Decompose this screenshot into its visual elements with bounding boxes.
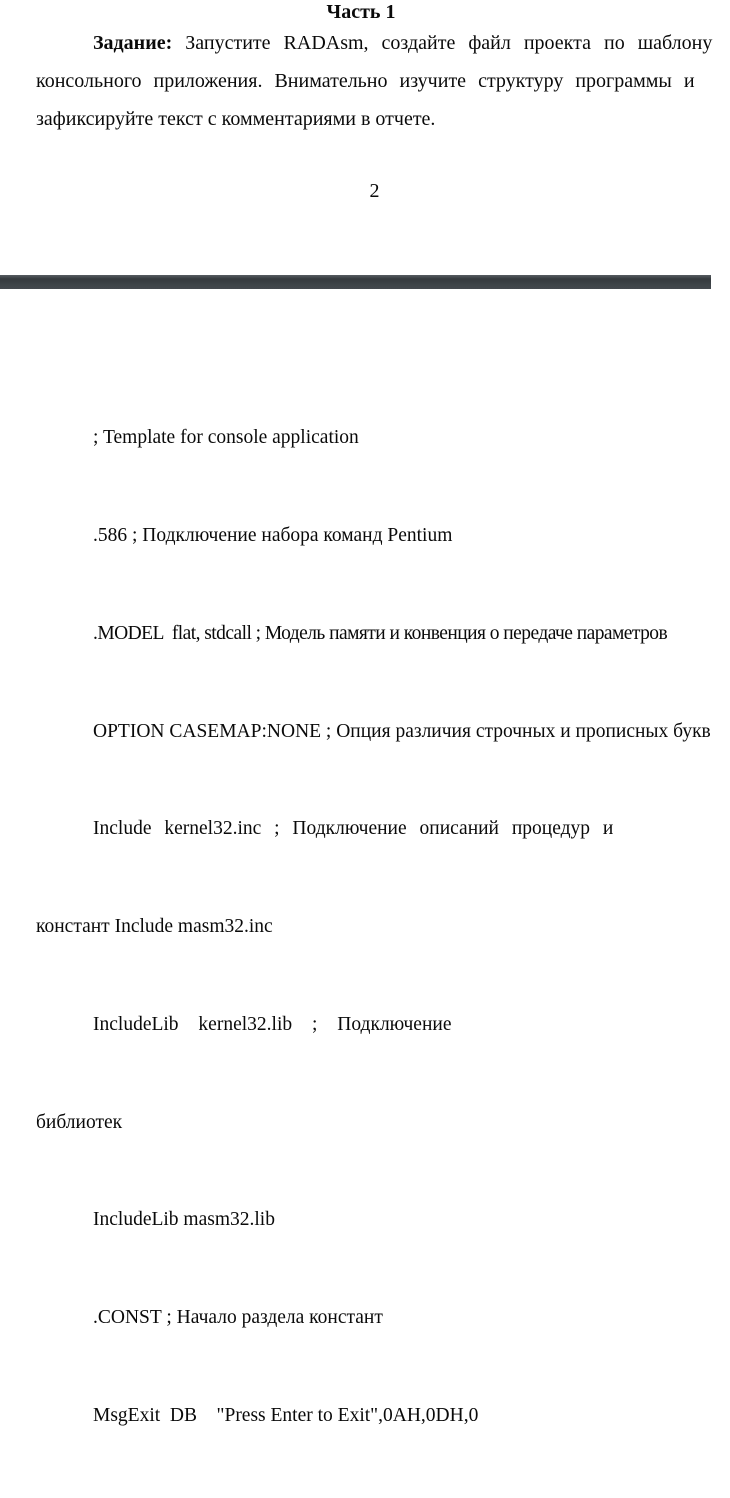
code-line: MsgExit DB "Press Enter to Exit",0AH,0DH,0 [93, 1405, 479, 1426]
section-title: Часть 1 [326, 1, 396, 23]
code-line: .CONST ; Начало раздела констант [93, 1307, 383, 1329]
code-listing [0, 357, 711, 1498]
paragraph-text: Запустите RADAsm, создайте файл проекта по шаблону [185, 32, 713, 54]
code-line: OPTION CASEMAP:NONE ; Опция различия строчных и прописных букв [93, 720, 711, 742]
task-paragraph [36, 24, 713, 138]
paragraph-line: консольного приложения. Внимательно изучите структуру программы и [36, 70, 695, 92]
paragraph-line [36, 24, 713, 62]
task-label: Задание: [93, 32, 173, 54]
page-number: 2 [369, 180, 380, 202]
code-line: .MODEL flat, stdcall ; Модель памяти и конвенция о передаче параметров [93, 622, 668, 644]
code-line: IncludeLib kernel32.lib ; Подключение [93, 1013, 452, 1035]
code-line: констант Include masm32.inc [36, 916, 273, 938]
code-line: .586 ; Подключение набора команд Pentium [93, 524, 453, 546]
code-line: ; Template for console application [93, 427, 359, 449]
code-line: библиотек [36, 1111, 123, 1133]
page-separator [0, 275, 711, 289]
code-line: IncludeLib masm32.lib [93, 1209, 275, 1231]
code-line: Include kernel32.inc ; Подключение описаний процедур и [93, 818, 614, 840]
paragraph-line: зафиксируйте текст с комментариями в отчете. [36, 108, 436, 130]
